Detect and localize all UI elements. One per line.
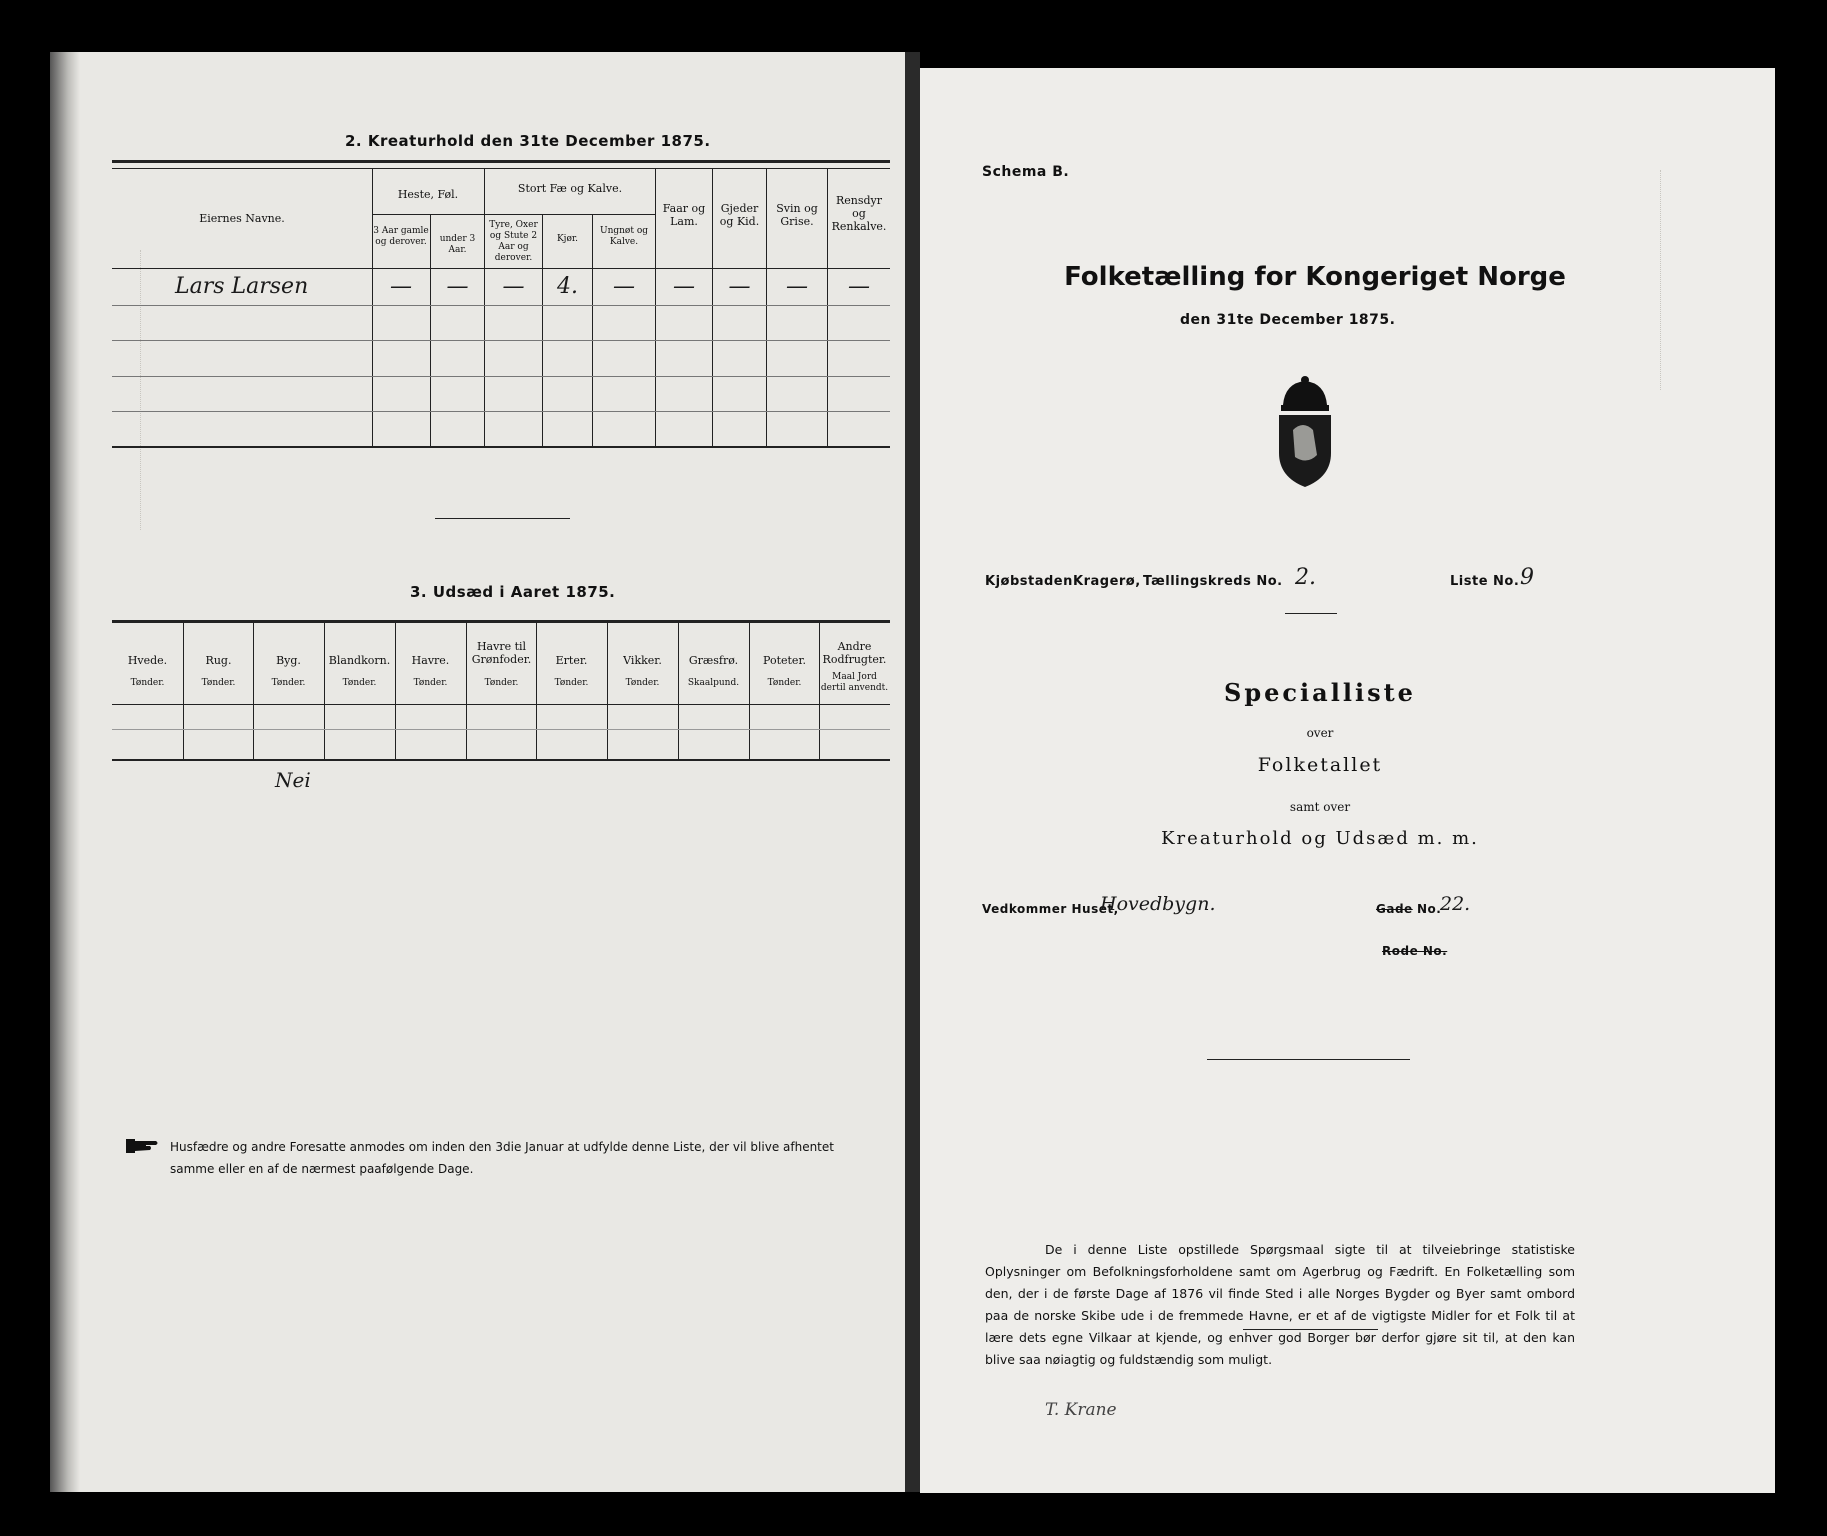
- section2-title: 2. Kreaturhold den 31te December 1875.: [345, 132, 711, 150]
- table-bottom-rule: [112, 759, 890, 761]
- bleed-through-column: [1660, 170, 1761, 390]
- section3-unit-5: Tønder.: [413, 678, 448, 688]
- section3-header-10: Poteter.: [763, 654, 806, 667]
- section3-note: Nei: [275, 768, 311, 792]
- table-bottom-rule: [112, 446, 890, 448]
- kjobstaden-label: Kjøbstaden: [985, 574, 1073, 589]
- section3-header-7: Erter.: [555, 654, 588, 667]
- table-top-rule: [112, 168, 890, 169]
- section3-header-11: Andre Rodfrugter.: [822, 640, 887, 666]
- cell-gjeder: —: [728, 274, 751, 299]
- header-stort-b: Kjør.: [556, 234, 579, 244]
- section3-unit-11: Maal Jord dertil anvendt.: [820, 672, 889, 693]
- book-spine: [905, 52, 920, 1492]
- column-divider: [749, 623, 750, 759]
- section3-unit-3: Tønder.: [271, 678, 306, 688]
- section3-unit-4: Tønder.: [342, 678, 377, 688]
- section3-header-2: Rug.: [205, 654, 232, 667]
- rode-label: Rode No.: [1382, 944, 1448, 958]
- table-header-rule: [112, 704, 890, 705]
- vedkommer-label: Vedkommer Huset,: [982, 902, 1119, 916]
- section3-header-3: Byg.: [276, 654, 301, 667]
- kreds-value: 2.: [1295, 565, 1316, 590]
- kjobstaden-value: Kragerø,: [1073, 574, 1141, 589]
- column-divider: [607, 623, 608, 759]
- column-divider: [484, 169, 485, 446]
- page-edge: [50, 52, 80, 1492]
- section3-header-6: Havre til Grønfoder.: [471, 640, 532, 666]
- header-stort: Stort Fæ og Kalve.: [517, 182, 623, 195]
- over-label: over: [1306, 726, 1334, 740]
- header-gjeder: Gjeder og Kid.: [719, 202, 760, 228]
- header-heste: Heste, Føl.: [397, 188, 459, 201]
- table-top-rule: [112, 620, 890, 623]
- row-rule: [112, 376, 890, 377]
- column-divider: [678, 623, 679, 759]
- cell-heste-b: —: [446, 274, 469, 299]
- specialliste-title: Specialliste: [1224, 678, 1416, 707]
- header-heste-a: 3 Aar gamle og derover.: [373, 226, 429, 247]
- owner-name: Lars Larsen: [175, 274, 309, 299]
- header-stort-a: Tyre, Oxer og Stute 2 Aar og derover.: [489, 220, 538, 263]
- cell-stort-b: 4.: [557, 274, 578, 299]
- separator-rule: [1207, 1059, 1410, 1060]
- column-divider: [253, 623, 254, 759]
- subheader-rule: [372, 214, 655, 215]
- gade-label: Gade: [1376, 902, 1413, 916]
- section3-unit-9: Skaalpund.: [687, 678, 740, 688]
- signature: T. Krane: [1045, 1400, 1117, 1420]
- section3-header-9: Græsfrø.: [688, 654, 739, 667]
- section3-unit-7: Tønder.: [554, 678, 589, 688]
- separator-rule: [435, 518, 570, 519]
- cell-heste-a: —: [390, 274, 412, 299]
- column-divider: [372, 169, 373, 446]
- section3-header-8: Vikker.: [623, 654, 662, 667]
- column-divider: [324, 623, 325, 759]
- header-faar: Faar og Lam.: [662, 202, 706, 228]
- pointing-hand-icon: [126, 1136, 160, 1156]
- section3-unit-1: Tønder.: [130, 678, 165, 688]
- section3-header-1: Hvede.: [127, 654, 168, 667]
- cell-stort-a: —: [502, 274, 525, 299]
- cell-rensdyr: —: [848, 274, 870, 299]
- section3-unit-2: Tønder.: [201, 678, 236, 688]
- liste-value: 9: [1520, 565, 1534, 590]
- coat-of-arms-icon: [1265, 375, 1345, 490]
- row-rule: [112, 729, 890, 730]
- column-divider: [536, 623, 537, 759]
- header-stort-c: Ungnøt og Kalve.: [599, 226, 648, 247]
- samt-over-label: samt over: [1289, 800, 1351, 814]
- section3-header-4: Blandkorn.: [328, 654, 391, 667]
- section3-unit-10: Tønder.: [767, 678, 802, 688]
- section3-unit-6: Tønder.: [484, 678, 519, 688]
- notice-text: Husfædre og andre Foresatte anmodes om inden den 3die Januar at udfylde denne Liste, der vil blive afhentet samme eller en af de nærmest paafølgende Dage.: [170, 1140, 834, 1176]
- kreaturhold-label: Kreaturhold og Udsæd m. m.: [1161, 828, 1479, 849]
- table-header-rule: [112, 268, 890, 269]
- kreds-label: Tællingskreds No.: [1143, 574, 1283, 589]
- separator-rule: [1243, 1329, 1378, 1330]
- header-owner: Eiernes Navne.: [199, 212, 285, 225]
- row-rule: [112, 411, 890, 412]
- section3-unit-8: Tønder.: [625, 678, 660, 688]
- liste-label: Liste No.: [1450, 574, 1520, 589]
- cell-svin: —: [786, 274, 808, 299]
- header-svin: Svin og Grise.: [776, 202, 818, 228]
- gade-no-label: No.: [1417, 902, 1442, 916]
- cell-faar: —: [673, 274, 695, 299]
- header-heste-b: under 3 Aar.: [439, 234, 476, 255]
- header-rensdyr: Rensdyr og Renkalve.: [831, 194, 887, 233]
- info-paragraph: De i denne Liste opstillede Spørgsmaal sigte til at tilveiebringe statistiske Oplysninger om Befolkningsforholdene samt om Agerbrug og Fædrift. En Folketælling som den, der i de første Dage af 1876 vil finde Sted i alle Norges Bygder og Byer samt ombord paa de norske Skibe ude i de fremmede Havne, er et af de vigtigste Midler for et Folk til at lære dets egne Vilkaar at kjende, og enhver god Borger bør derfor gjøre sit til, at den kan blive saa nøiagtig og fuldstændig som muligt.: [985, 1242, 1575, 1367]
- main-title: Folketælling for Kongeriget Norge: [1064, 262, 1566, 292]
- row-rule: [112, 340, 890, 341]
- schema-label: Schema B.: [982, 164, 1070, 180]
- table-top-rule: [112, 160, 890, 163]
- column-divider: [183, 623, 184, 759]
- census-date: den 31te December 1875.: [1180, 312, 1396, 328]
- bleed-through-column: [100, 250, 141, 530]
- section3-title: 3. Udsæd i Aaret 1875.: [410, 583, 616, 601]
- section3-header-5: Havre.: [411, 654, 450, 667]
- folketallet-label: Folketallet: [1257, 754, 1383, 776]
- column-divider: [395, 623, 396, 759]
- row-rule: [112, 305, 890, 306]
- vedkommer-value: Hovedbygn.: [1100, 893, 1216, 915]
- gade-value: 22.: [1440, 893, 1471, 915]
- separator-rule: [1285, 613, 1337, 614]
- cell-stort-c: —: [613, 274, 635, 299]
